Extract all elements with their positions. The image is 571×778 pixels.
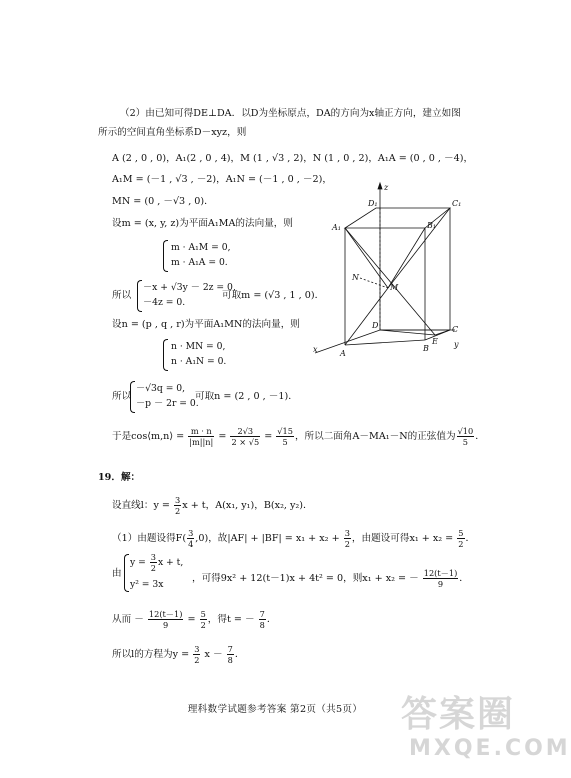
brace — [163, 339, 168, 371]
numerator: 3 — [188, 528, 194, 538]
fraction — [193, 644, 200, 665]
numerator: 3 — [194, 644, 200, 654]
text: ． — [459, 573, 469, 584]
denominator: |m||n| — [189, 437, 214, 447]
label-C1: C₁ — [452, 199, 462, 208]
geometry-figure — [310, 180, 480, 360]
edge — [345, 340, 425, 345]
denominator: 2 — [175, 506, 181, 516]
text-line: 所以 — [112, 391, 132, 402]
text-line: A₁M = (－1 , √3 , －2)，A₁N = (－1 , 0 , －2)， — [112, 174, 332, 185]
equation: －p － 2r = 0. — [136, 398, 199, 409]
fraction — [259, 609, 266, 630]
numerator: 12(t－1) — [148, 609, 183, 619]
brace — [163, 240, 168, 272]
text: ． — [465, 533, 476, 544]
numerator: 7 — [259, 609, 265, 619]
segment — [388, 228, 425, 288]
label-A1: A₁ — [332, 223, 341, 232]
text: y = — [130, 557, 146, 568]
segment — [388, 208, 450, 288]
text: x + t, — [157, 557, 184, 568]
equation: y² = 3x — [130, 579, 164, 590]
numerator: 2√3 — [230, 426, 260, 437]
label-E: E — [432, 337, 438, 346]
text: ，可得9x² + 12(t－1)x + 4t² = 0，则x₁ + x₂ = － — [192, 573, 419, 584]
text-line: 所以 — [112, 290, 132, 301]
text: 从而 － — [112, 614, 144, 625]
text-line: 由 — [112, 568, 122, 579]
fraction — [188, 426, 214, 447]
fraction — [423, 568, 459, 589]
text-line — [112, 644, 244, 665]
label-x: x — [313, 345, 318, 354]
text: ，得t = － — [207, 614, 255, 625]
fraction — [174, 495, 181, 516]
text-line — [192, 568, 469, 589]
text: 所以l的方程为y = — [112, 649, 190, 660]
equation: n · MN = 0, — [171, 341, 226, 352]
segment — [380, 330, 435, 335]
z-axis-arrow — [378, 183, 382, 189]
text-line: 可取n = (2 , 0 , －1)． — [195, 391, 298, 402]
brace — [130, 381, 135, 413]
denominator: 2 — [194, 655, 200, 665]
fraction — [200, 609, 207, 630]
brace — [137, 280, 142, 312]
text: ，由题设可得x₁ + x₂ = — [351, 533, 454, 544]
label-N: N — [352, 273, 359, 282]
text: = — [187, 614, 196, 625]
text-line: MN = (0 , －√3 , 0)． — [112, 196, 214, 207]
label-D1: D₁ — [368, 199, 378, 208]
text: （1）由题设得F( — [112, 533, 187, 544]
fraction — [344, 528, 351, 549]
text-line: 设n = (p , q , r)为平面A₁MN的法向量，则 — [112, 319, 300, 330]
text: 于是cos⟨m,n⟩ = — [112, 431, 185, 442]
text-line — [112, 528, 475, 549]
numerator: 7 — [227, 644, 233, 654]
denominator: 9 — [163, 620, 169, 630]
segment — [435, 330, 450, 335]
denominator: 2 — [150, 563, 156, 573]
cos-formula: 于是cos⟨m,n⟩ = $\frac{m \cdot n}{|m||n|}$ = $\frac{2√3}{2 \times √5}$ = $\frac{√15}{5}$ ，所以二面角A－MA₁－N的正弦值为 $\frac{√10}{5}$ ． — [112, 426, 485, 447]
numerator: 3 — [175, 495, 181, 505]
fraction — [150, 552, 157, 573]
brace — [124, 554, 129, 592]
label-z: z — [384, 183, 389, 192]
numerator: 5 — [458, 528, 464, 538]
denominator: 5 — [282, 437, 288, 447]
equation: m · A₁M = 0, — [171, 242, 231, 253]
denominator: 4 — [188, 539, 194, 549]
fraction — [276, 426, 294, 447]
label-A: A — [340, 349, 346, 358]
watermark-logo — [395, 684, 571, 774]
text: ,0)，故|AF| + |BF| = x₁ + x₂ + — [195, 533, 340, 544]
watermark-sub: MXQE.COM — [409, 736, 571, 761]
fraction — [230, 426, 260, 447]
text-line: 所示的空间直角坐标系D－xyz，则 — [98, 127, 247, 138]
text: x + t，A(x₁, y₁)，B(x₂, y₂)． — [182, 500, 313, 511]
fraction — [457, 426, 475, 447]
text-line: A (2 , 0 , 0)，A₁(2 , 0 , 4)，M (1 , √3 , 2)，N (1 , 0 , 2)，A₁A = (0 , 0 , －4)， — [112, 153, 474, 164]
denominator: 2 — [200, 620, 206, 630]
denominator: 2 — [458, 539, 464, 549]
fraction — [227, 644, 234, 665]
label-B1: B₁ — [427, 221, 437, 230]
equation: －4z = 0. — [143, 297, 186, 308]
segment — [360, 278, 388, 288]
label-M: M — [390, 283, 399, 292]
fraction — [187, 528, 194, 549]
label-C: C — [452, 325, 459, 334]
page-footer: 理科数学试题参考答案 第2页（共5页） — [187, 704, 363, 715]
equation — [130, 552, 183, 573]
text: ． — [234, 649, 245, 660]
watermark-main: 答案圈 — [401, 694, 516, 735]
label-y: y — [454, 340, 459, 349]
numerator: √10 — [457, 426, 474, 436]
text-line: 可取m = (√3 , 1 , 0)． — [222, 290, 325, 301]
fraction — [457, 528, 464, 549]
equation: m · A₁A = 0. — [171, 257, 228, 268]
segment — [345, 288, 388, 345]
label-B: B — [423, 344, 429, 353]
equation: －x + √3y － 2z = 0, — [143, 282, 236, 293]
equation: －√3q = 0, — [136, 383, 186, 394]
denominator: 8 — [227, 655, 233, 665]
numerator: 3 — [150, 552, 156, 562]
text-line: 设m = (x, y, z)为平面A₁MA的法向量，则 — [112, 218, 293, 229]
text: ，所以二面角A－MA₁－N的正弦值为 — [294, 431, 456, 442]
denominator: 5 — [462, 437, 468, 447]
text: x － — [204, 649, 223, 660]
denominator: 2 — [344, 539, 350, 549]
numerator: 12(t－1) — [423, 568, 458, 578]
numerator: √15 — [277, 426, 293, 436]
numerator: 3 — [344, 528, 350, 538]
text: 设直线l：y = — [112, 500, 170, 511]
denominator: 8 — [259, 620, 265, 630]
denominator: 2 × √5 — [231, 437, 260, 447]
numerator: 5 — [200, 609, 206, 619]
text-line — [112, 609, 276, 630]
fraction — [148, 609, 184, 630]
text-line: （2）由已知可得DE⊥DA．以D为坐标原点，DA的方向为x轴正方向，建立如图 — [120, 108, 461, 119]
question-label: 19．解： — [98, 472, 141, 483]
text-line — [112, 495, 313, 516]
label-D: D — [372, 321, 379, 330]
equation: n · A₁N = 0. — [171, 356, 227, 367]
numerator: m · n — [188, 426, 214, 437]
denominator: 9 — [437, 579, 444, 589]
text: ． — [266, 614, 277, 625]
